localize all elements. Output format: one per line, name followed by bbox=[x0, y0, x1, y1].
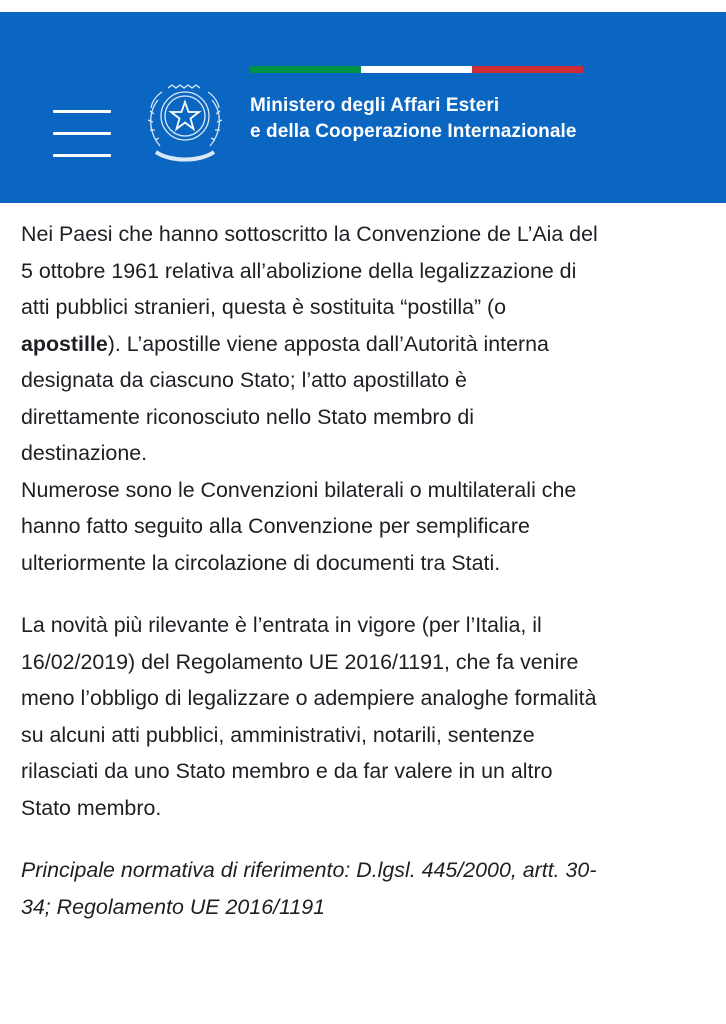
text-line: ulteriormente la circolazione di documenti tra Stati. bbox=[21, 550, 501, 575]
paragraph-regulation bbox=[21, 607, 711, 826]
text-line: Numerose sono le Convenzioni bilaterali o multilaterali che bbox=[21, 477, 577, 502]
hamburger-menu-button[interactable] bbox=[53, 110, 111, 160]
text-line: meno l’obbligo di legalizzare o adempiere analoghe formalità bbox=[21, 686, 597, 710]
text-line: direttamente riconosciuto nello Stato membro di bbox=[21, 404, 474, 429]
text-line: 34; Regolamento UE 2016/1191 bbox=[21, 894, 326, 919]
bold-term-apostille: apostille bbox=[21, 331, 108, 356]
site-header bbox=[0, 12, 726, 203]
flag-green-stripe bbox=[250, 66, 361, 73]
tricolor-flag-bar bbox=[250, 66, 583, 73]
text-line: 16/02/2019) del Regolamento UE 2016/1191, che fa venire bbox=[21, 649, 579, 674]
brand-line-2: e della Cooperazione Internazionale bbox=[250, 121, 577, 142]
text-line: destinazione. bbox=[21, 441, 148, 465]
text-line: Stato membro. bbox=[21, 795, 162, 820]
brand-line-1: Ministero degli Affari Esteri bbox=[250, 95, 500, 116]
text-line: designata da ciascuno Stato; l’atto apostillato è bbox=[21, 368, 467, 392]
menu-bar-icon bbox=[53, 154, 111, 157]
text-line: hanno fatto seguito alla Convenzione per semplificare bbox=[21, 514, 530, 538]
article-body bbox=[21, 216, 711, 925]
flag-red-stripe bbox=[472, 66, 583, 73]
text-line: Nei Paesi che hanno sottoscritto la Convenzione de L’Aia del bbox=[21, 222, 598, 246]
flag-white-stripe bbox=[361, 66, 472, 73]
paragraph-legal-reference bbox=[21, 852, 711, 925]
text-line: rilasciati da uno Stato membro e da far valere in un altro bbox=[21, 759, 553, 783]
text-line: 5 ottobre 1961 relativa all’abolizione della legalizzazione di bbox=[21, 258, 577, 283]
paragraph-conventions bbox=[21, 472, 711, 582]
text-line: su alcuni atti pubblici, amministrativi, notarili, sentenze bbox=[21, 722, 535, 747]
menu-bar-icon bbox=[53, 110, 111, 113]
menu-bar-icon bbox=[53, 132, 111, 135]
text-line: atti pubblici stranieri, questa è sostituita “postilla” (o bbox=[21, 295, 507, 319]
text-line: Principale normativa di riferimento: D.lgsl. 445/2000, artt. 30- bbox=[21, 858, 597, 882]
italian-republic-emblem-icon[interactable] bbox=[138, 72, 232, 168]
ministry-brand-link[interactable] bbox=[250, 93, 577, 145]
text-line: ). L’apostille viene apposta dall’Autorità interna bbox=[107, 331, 549, 356]
text-line: La novità più rilevante è l’entrata in vigore (per l’Italia, il bbox=[21, 613, 542, 637]
paragraph-apostille bbox=[21, 216, 711, 472]
